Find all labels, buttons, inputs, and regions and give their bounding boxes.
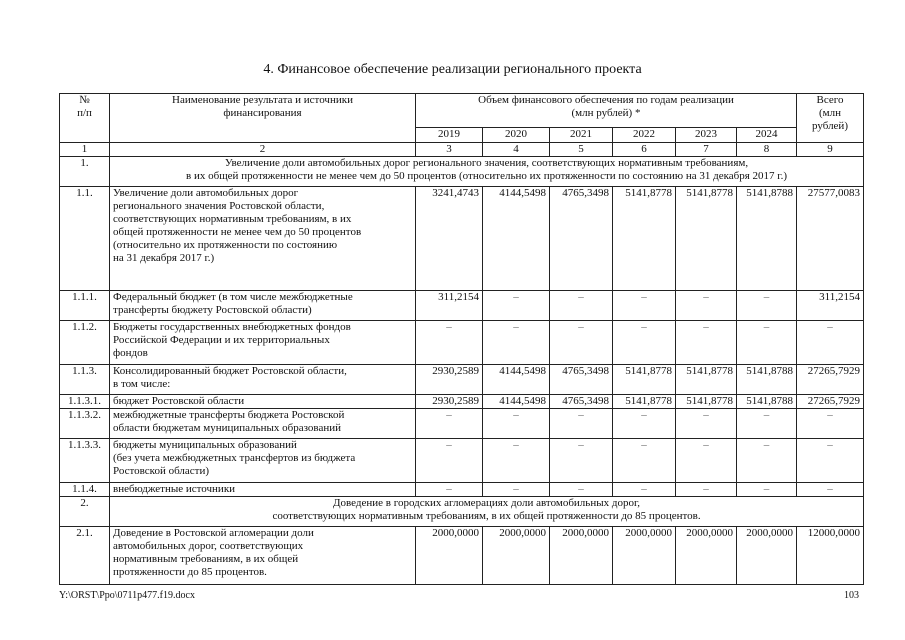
row-year-value: – bbox=[416, 439, 483, 483]
table-row bbox=[60, 365, 864, 395]
section-number: 2. bbox=[60, 497, 110, 527]
header-year: 2024 bbox=[737, 128, 797, 143]
row-name: бюджет Ростовской области bbox=[110, 395, 416, 409]
table-row bbox=[60, 187, 864, 291]
header-year: 2020 bbox=[483, 128, 550, 143]
table-row bbox=[60, 291, 864, 321]
section-row bbox=[60, 157, 864, 187]
column-number: 8 bbox=[737, 143, 797, 157]
row-year-value: – bbox=[550, 291, 613, 321]
row-year-value: – bbox=[676, 321, 737, 365]
row-year-value: – bbox=[483, 439, 550, 483]
row-number: 1.1. bbox=[60, 187, 110, 291]
row-year-value: 5141,8788 bbox=[737, 187, 797, 291]
row-year-value: – bbox=[550, 409, 613, 439]
row-year-value: 4144,5498 bbox=[483, 395, 550, 409]
row-year-value: 2000,0000 bbox=[550, 527, 613, 585]
row-year-value: 4765,3498 bbox=[550, 365, 613, 395]
row-year-value: – bbox=[676, 439, 737, 483]
row-year-value: – bbox=[737, 439, 797, 483]
table-row bbox=[60, 527, 864, 585]
row-year-value: – bbox=[737, 321, 797, 365]
row-year-value: 2930,2589 bbox=[416, 395, 483, 409]
row-number: 2.1. bbox=[60, 527, 110, 585]
row-total-value: – bbox=[797, 321, 864, 365]
row-number: 1.1.2. bbox=[60, 321, 110, 365]
row-name: внебюджетные источники bbox=[110, 483, 416, 497]
row-total-value: 27577,0083 bbox=[797, 187, 864, 291]
financing-table bbox=[59, 93, 864, 585]
row-year-value: 2000,0000 bbox=[416, 527, 483, 585]
row-year-value: – bbox=[676, 483, 737, 497]
row-total-value: – bbox=[797, 483, 864, 497]
row-total-value: 27265,7929 bbox=[797, 395, 864, 409]
row-year-value: – bbox=[613, 321, 676, 365]
column-number: 4 bbox=[483, 143, 550, 157]
row-year-value: 5141,8778 bbox=[613, 365, 676, 395]
row-year-value: 5141,8778 bbox=[676, 365, 737, 395]
row-year-value: 5141,8778 bbox=[676, 395, 737, 409]
footer-page-number: 103 bbox=[844, 590, 859, 601]
row-year-value: 2930,2589 bbox=[416, 365, 483, 395]
row-year-value: – bbox=[550, 483, 613, 497]
row-number: 1.1.1. bbox=[60, 291, 110, 321]
row-year-value: 2000,0000 bbox=[676, 527, 737, 585]
row-year-value: – bbox=[550, 321, 613, 365]
table-row bbox=[60, 409, 864, 439]
row-name: Консолидированный бюджет Ростовской области, в том числе: bbox=[110, 365, 416, 395]
row-year-value: – bbox=[676, 409, 737, 439]
row-year-value: 5141,8778 bbox=[613, 187, 676, 291]
row-year-value: – bbox=[483, 483, 550, 497]
row-number: 1.1.3.3. bbox=[60, 439, 110, 483]
row-year-value: 5141,8778 bbox=[613, 395, 676, 409]
row-year-value: – bbox=[416, 483, 483, 497]
column-number: 7 bbox=[676, 143, 737, 157]
header-year: 2022 bbox=[613, 128, 676, 143]
row-year-value: – bbox=[550, 439, 613, 483]
table-row bbox=[60, 439, 864, 483]
column-number: 5 bbox=[550, 143, 613, 157]
row-total-value: 311,2154 bbox=[797, 291, 864, 321]
column-number: 1 bbox=[60, 143, 110, 157]
row-year-value: – bbox=[737, 291, 797, 321]
row-total-value: 12000,0000 bbox=[797, 527, 864, 585]
row-year-value: – bbox=[613, 409, 676, 439]
row-number: 1.1.3. bbox=[60, 365, 110, 395]
table-row bbox=[60, 483, 864, 497]
row-year-value: – bbox=[483, 409, 550, 439]
row-year-value: 5141,8788 bbox=[737, 395, 797, 409]
footer-file-path: Y:\ORST\Ppo\0711p477.f19.docx bbox=[59, 590, 195, 601]
row-year-value: – bbox=[483, 321, 550, 365]
header-total: Всего (млн рублей) bbox=[797, 94, 864, 143]
header-year: 2023 bbox=[676, 128, 737, 143]
row-name: межбюджетные трансферты бюджета Ростовской области бюджетам муниципальных образований bbox=[110, 409, 416, 439]
section-text: Увеличение доли автомобильных дорог регионального значения, соответствующих нормативным требованиям, в их общей протяженности не менее чем до 50 процентов (относительно их протяженности по состоянию на 31 декабря 2017 г.) bbox=[110, 157, 864, 187]
header-year: 2019 bbox=[416, 128, 483, 143]
section-text: Доведение в городских агломерациях доли автомобильных дорог, соответствующих нормативным требованиям, в их общей протяженности до 85 процентов. bbox=[110, 497, 864, 527]
row-total-value: 27265,7929 bbox=[797, 365, 864, 395]
row-year-value: – bbox=[483, 291, 550, 321]
row-year-value: 5141,8788 bbox=[737, 365, 797, 395]
section-number: 1. bbox=[60, 157, 110, 187]
row-year-value: 4765,3498 bbox=[550, 187, 613, 291]
row-number: 1.1.3.1. bbox=[60, 395, 110, 409]
column-number: 2 bbox=[110, 143, 416, 157]
row-name: Федеральный бюджет (в том числе межбюджетные трансферты бюджету Ростовской области) bbox=[110, 291, 416, 321]
row-total-value: – bbox=[797, 409, 864, 439]
header-year: 2021 bbox=[550, 128, 613, 143]
row-year-value: – bbox=[737, 409, 797, 439]
row-year-value: – bbox=[613, 483, 676, 497]
header-name: Наименование результата и источники финансирования bbox=[110, 94, 416, 143]
row-year-value: 2000,0000 bbox=[613, 527, 676, 585]
row-number: 1.1.4. bbox=[60, 483, 110, 497]
row-name: Бюджеты государственных внебюджетных фондов Российской Федерации и их территориальных фондов bbox=[110, 321, 416, 365]
row-year-value: – bbox=[613, 291, 676, 321]
column-number: 6 bbox=[613, 143, 676, 157]
row-year-value: – bbox=[416, 321, 483, 365]
table-row bbox=[60, 395, 864, 409]
row-year-value: 311,2154 bbox=[416, 291, 483, 321]
section-row bbox=[60, 497, 864, 527]
row-year-value: 4765,3498 bbox=[550, 395, 613, 409]
row-year-value: 2000,0000 bbox=[483, 527, 550, 585]
row-year-value: – bbox=[676, 291, 737, 321]
row-year-value: 2000,0000 bbox=[737, 527, 797, 585]
row-number: 1.1.3.2. bbox=[60, 409, 110, 439]
row-name: Увеличение доли автомобильных дорог регионального значения Ростовской области, соответствующих нормативным требованиям, в их общей протяженности не менее чем до 50 процентов (относительно их протяженности по состоянию на 31 декабря 2017 г.) bbox=[110, 187, 416, 291]
row-year-value: 4144,5498 bbox=[483, 365, 550, 395]
row-year-value: – bbox=[416, 409, 483, 439]
header-volume: Объем финансового обеспечения по годам реализации (млн рублей) * bbox=[416, 94, 797, 128]
row-year-value: 3241,4743 bbox=[416, 187, 483, 291]
column-number: 3 bbox=[416, 143, 483, 157]
row-year-value: 4144,5498 bbox=[483, 187, 550, 291]
row-name: бюджеты муниципальных образований (без учета межбюджетных трансфертов из бюджета Ростовской области) bbox=[110, 439, 416, 483]
row-year-value: – bbox=[737, 483, 797, 497]
header-num: № п/п bbox=[60, 94, 110, 143]
row-total-value: – bbox=[797, 439, 864, 483]
row-year-value: 5141,8778 bbox=[676, 187, 737, 291]
column-number: 9 bbox=[797, 143, 864, 157]
table-row bbox=[60, 321, 864, 365]
section-title: 4. Финансовое обеспечение реализации регионального проекта bbox=[263, 62, 642, 77]
row-year-value: – bbox=[613, 439, 676, 483]
row-name: Доведение в Ростовской агломерации доли автомобильных дорог, соответствующих нормативным требованиям, в их общей протяженности до 85 процентов. bbox=[110, 527, 416, 585]
